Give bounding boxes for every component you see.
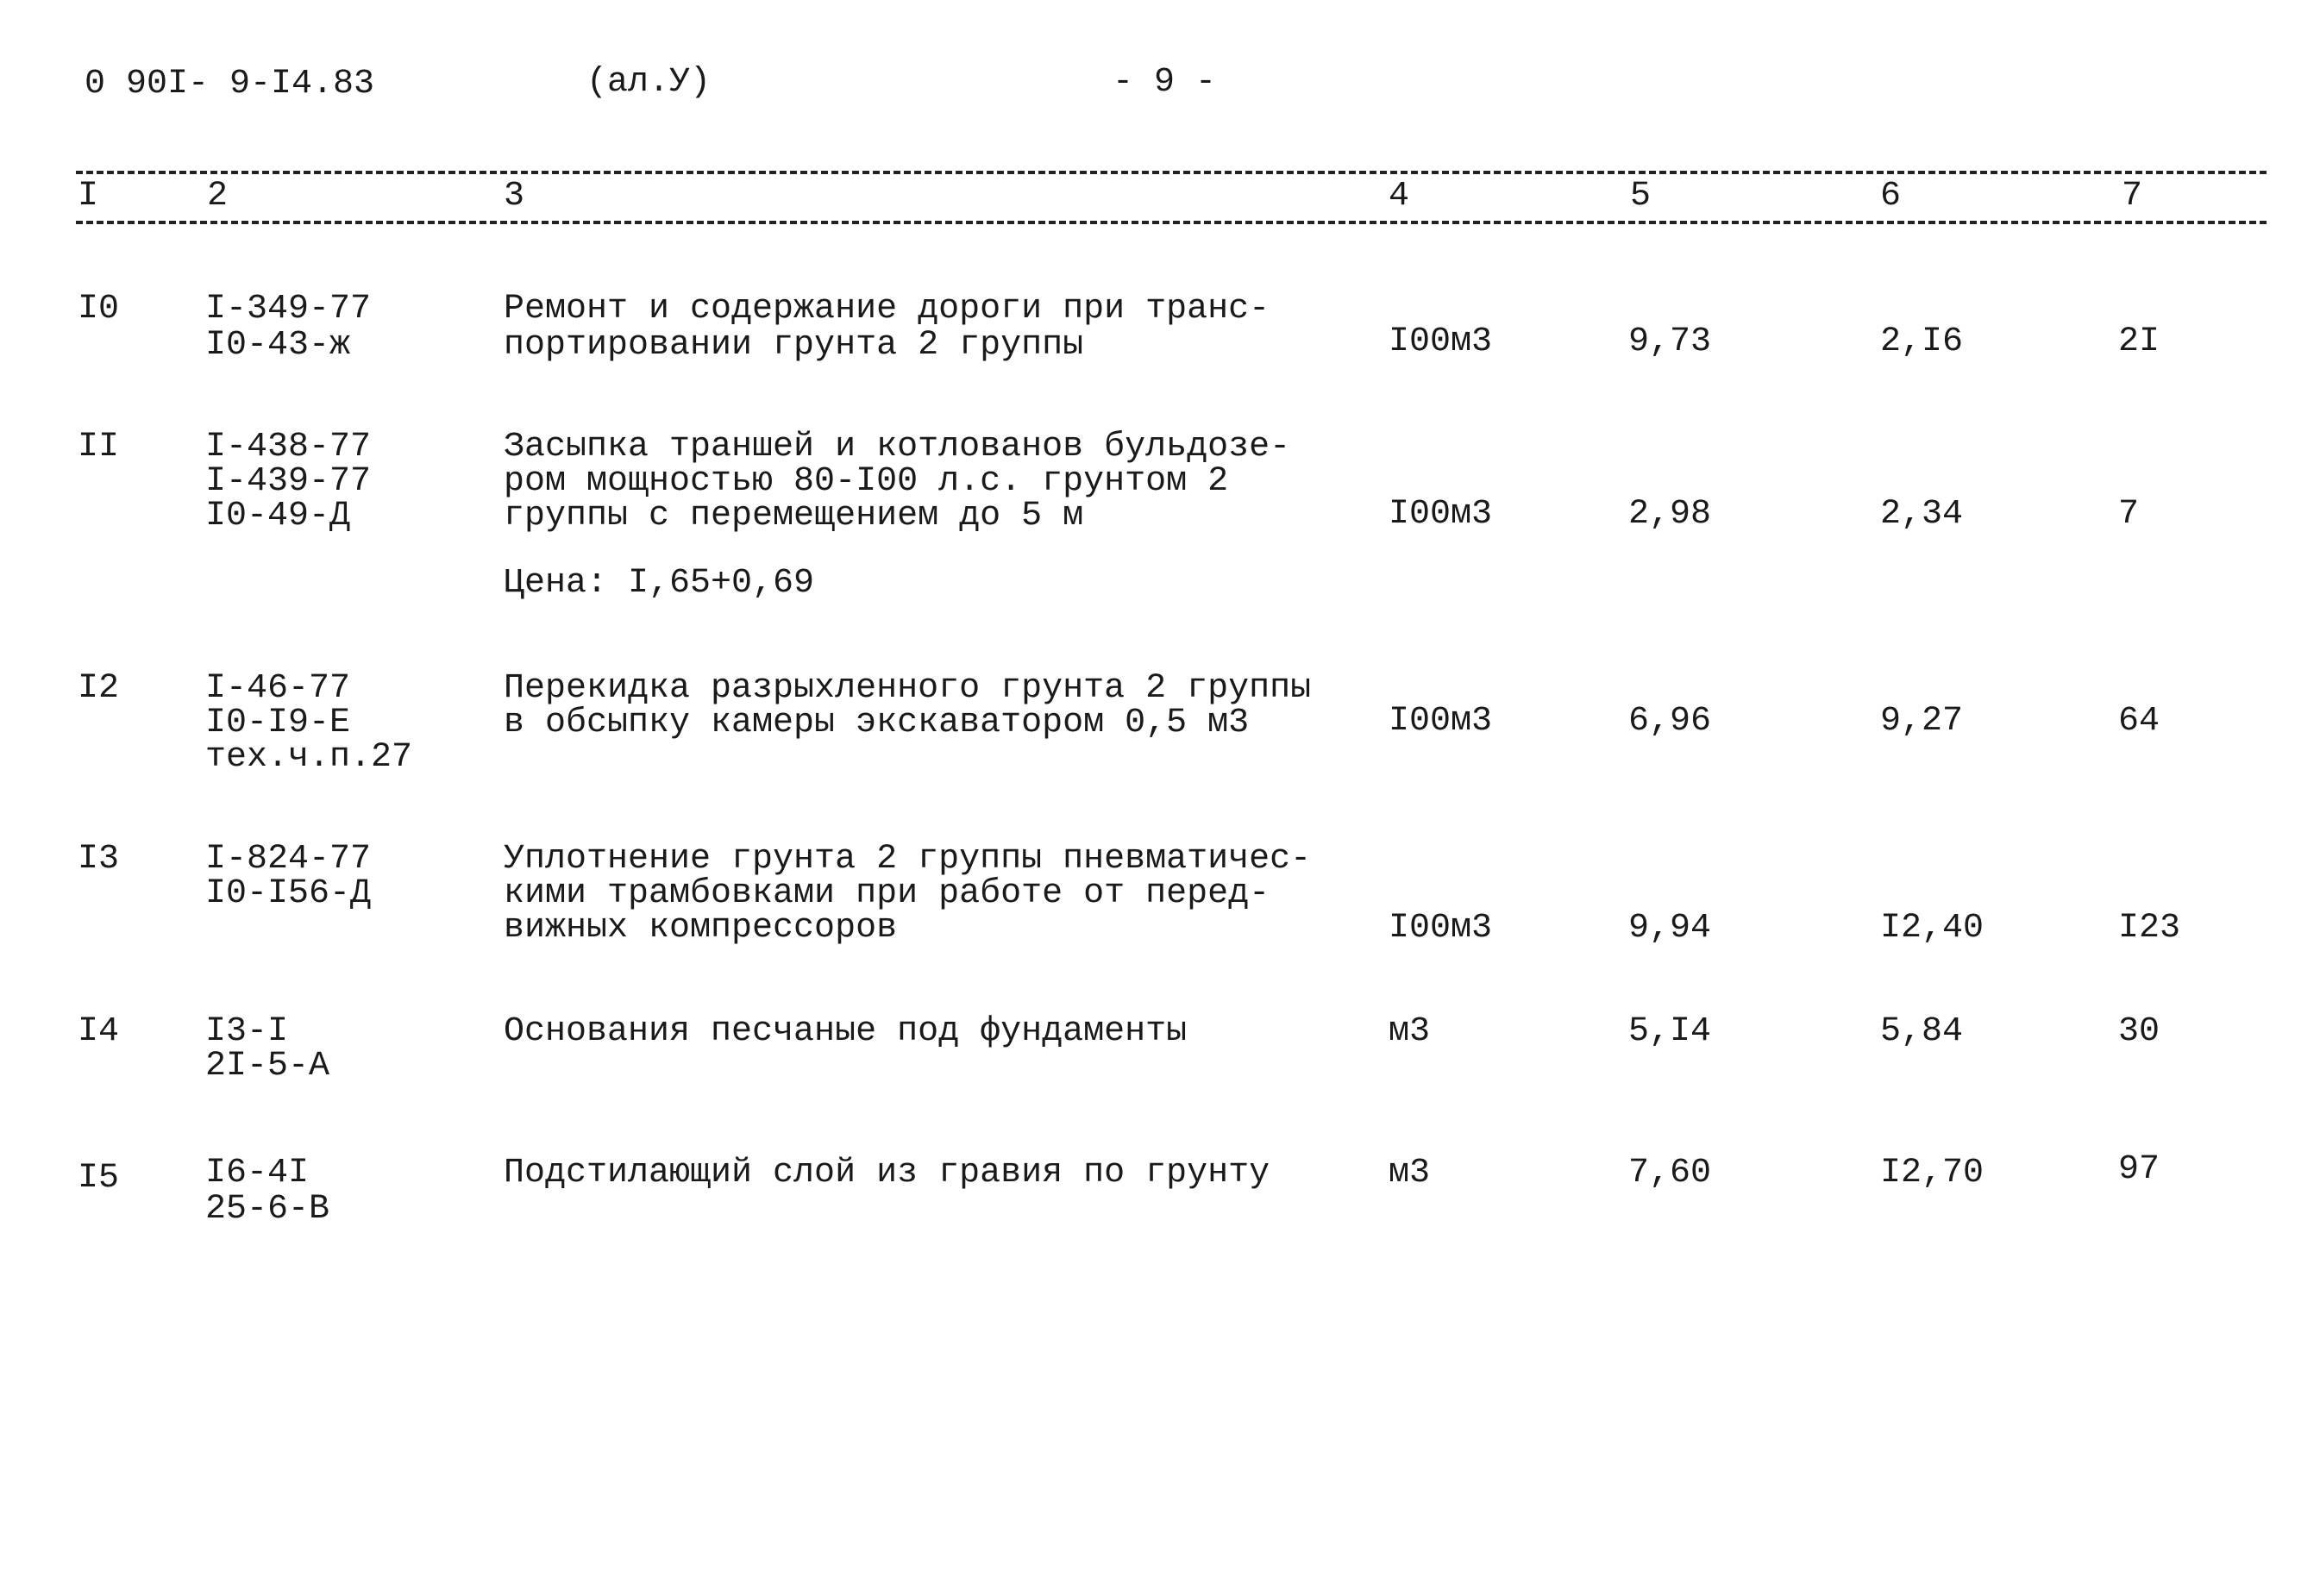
work-description: Подстилающий слой из гравия по грунту [504, 1154, 1270, 1192]
value-col-7: 64 [2118, 702, 2160, 741]
work-description: в обсыпку камеры экскаватором 0,5 м3 [504, 704, 1250, 742]
norm-code: I-46-77 [205, 669, 351, 708]
value-col-6: 2,I6 [1880, 322, 1964, 361]
header-bottom-rule [76, 221, 2267, 224]
norm-code: I-439-77 [205, 462, 372, 501]
row-number: I2 [78, 669, 120, 708]
norm-code: I-438-77 [205, 428, 372, 466]
norm-code: I0-43-ж [205, 326, 351, 365]
value-col-7: I23 [2118, 909, 2181, 948]
header-top-rule [76, 171, 2267, 174]
unit-of-measure: I00м3 [1389, 495, 1493, 534]
norm-code: 25-6-В [205, 1190, 330, 1229]
norm-code: I-349-77 [205, 290, 372, 329]
work-description: Засыпка траншей и котлованов бульдозе- [504, 428, 1291, 466]
value-col-7: 97 [2118, 1150, 2160, 1189]
work-description: ром мощностью 80-I00 л.с. грунтом 2 [504, 462, 1229, 501]
row-number: I5 [78, 1159, 120, 1198]
value-col-7: 30 [2118, 1012, 2160, 1051]
column-number-5: 5 [1630, 177, 1652, 216]
unit-of-measure: м3 [1389, 1154, 1431, 1192]
value-col-5: 9,73 [1628, 322, 1712, 361]
value-col-6: I2,40 [1880, 909, 1985, 948]
value-col-5: 2,98 [1628, 495, 1712, 534]
column-number-4: 4 [1389, 177, 1410, 216]
value-col-6: I2,70 [1880, 1154, 1985, 1192]
page-number: - 9 - [1113, 63, 1217, 102]
album-number: (ал.У) [586, 63, 712, 102]
column-number-2: 2 [207, 177, 229, 216]
row-number: II [78, 428, 120, 466]
work-description: Основания песчаные под фундаменты [504, 1012, 1188, 1051]
value-col-6: 2,34 [1880, 495, 1964, 534]
value-col-5: 9,94 [1628, 909, 1712, 948]
norm-code: 2I-5-А [205, 1047, 330, 1086]
unit-of-measure: I00м3 [1389, 322, 1493, 361]
work-description: Ремонт и содержание дороги при транс- [504, 290, 1270, 329]
norm-code: I-824-77 [205, 840, 372, 879]
column-number-1: I [78, 177, 99, 216]
value-col-5: 5,I4 [1628, 1012, 1712, 1051]
norm-code: I0-I56-Д [205, 874, 372, 913]
value-col-7: 2I [2118, 322, 2160, 361]
row-number: I0 [78, 290, 120, 329]
work-description: группы с перемещением до 5 м [504, 497, 1084, 535]
unit-of-measure: м3 [1389, 1012, 1431, 1051]
value-col-5: 6,96 [1628, 702, 1712, 741]
column-number-3: 3 [504, 177, 525, 216]
value-col-5: 7,60 [1628, 1154, 1712, 1192]
column-number-7: 7 [2122, 177, 2143, 216]
norm-code: тех.ч.п.27 [205, 738, 413, 777]
work-description: вижных компрессоров [504, 909, 898, 948]
value-col-6: 9,27 [1880, 702, 1964, 741]
document-code: 0 90I- 9-I4.83 [85, 65, 375, 103]
row-number: I4 [78, 1012, 120, 1051]
unit-of-measure: I00м3 [1389, 909, 1493, 948]
norm-code: I0-49-Д [205, 497, 351, 535]
value-col-7: 7 [2118, 495, 2140, 534]
norm-code: I3-I [205, 1012, 289, 1051]
work-description: Уплотнение грунта 2 группы пневматичес- [504, 840, 1312, 879]
column-number-6: 6 [1880, 177, 1902, 216]
value-col-6: 5,84 [1880, 1012, 1964, 1051]
norm-code: I0-I9-Е [205, 704, 351, 742]
work-description: портировании грунта 2 группы [504, 326, 1084, 365]
price-note: Цена: I,65+0,69 [504, 564, 815, 603]
work-description: кими трамбовками при работе от перед- [504, 874, 1270, 913]
work-description: Перекидка разрыхленного грунта 2 группы [504, 669, 1312, 708]
row-number: I3 [78, 840, 120, 879]
unit-of-measure: I00м3 [1389, 702, 1493, 741]
norm-code: I6-4I [205, 1154, 310, 1192]
